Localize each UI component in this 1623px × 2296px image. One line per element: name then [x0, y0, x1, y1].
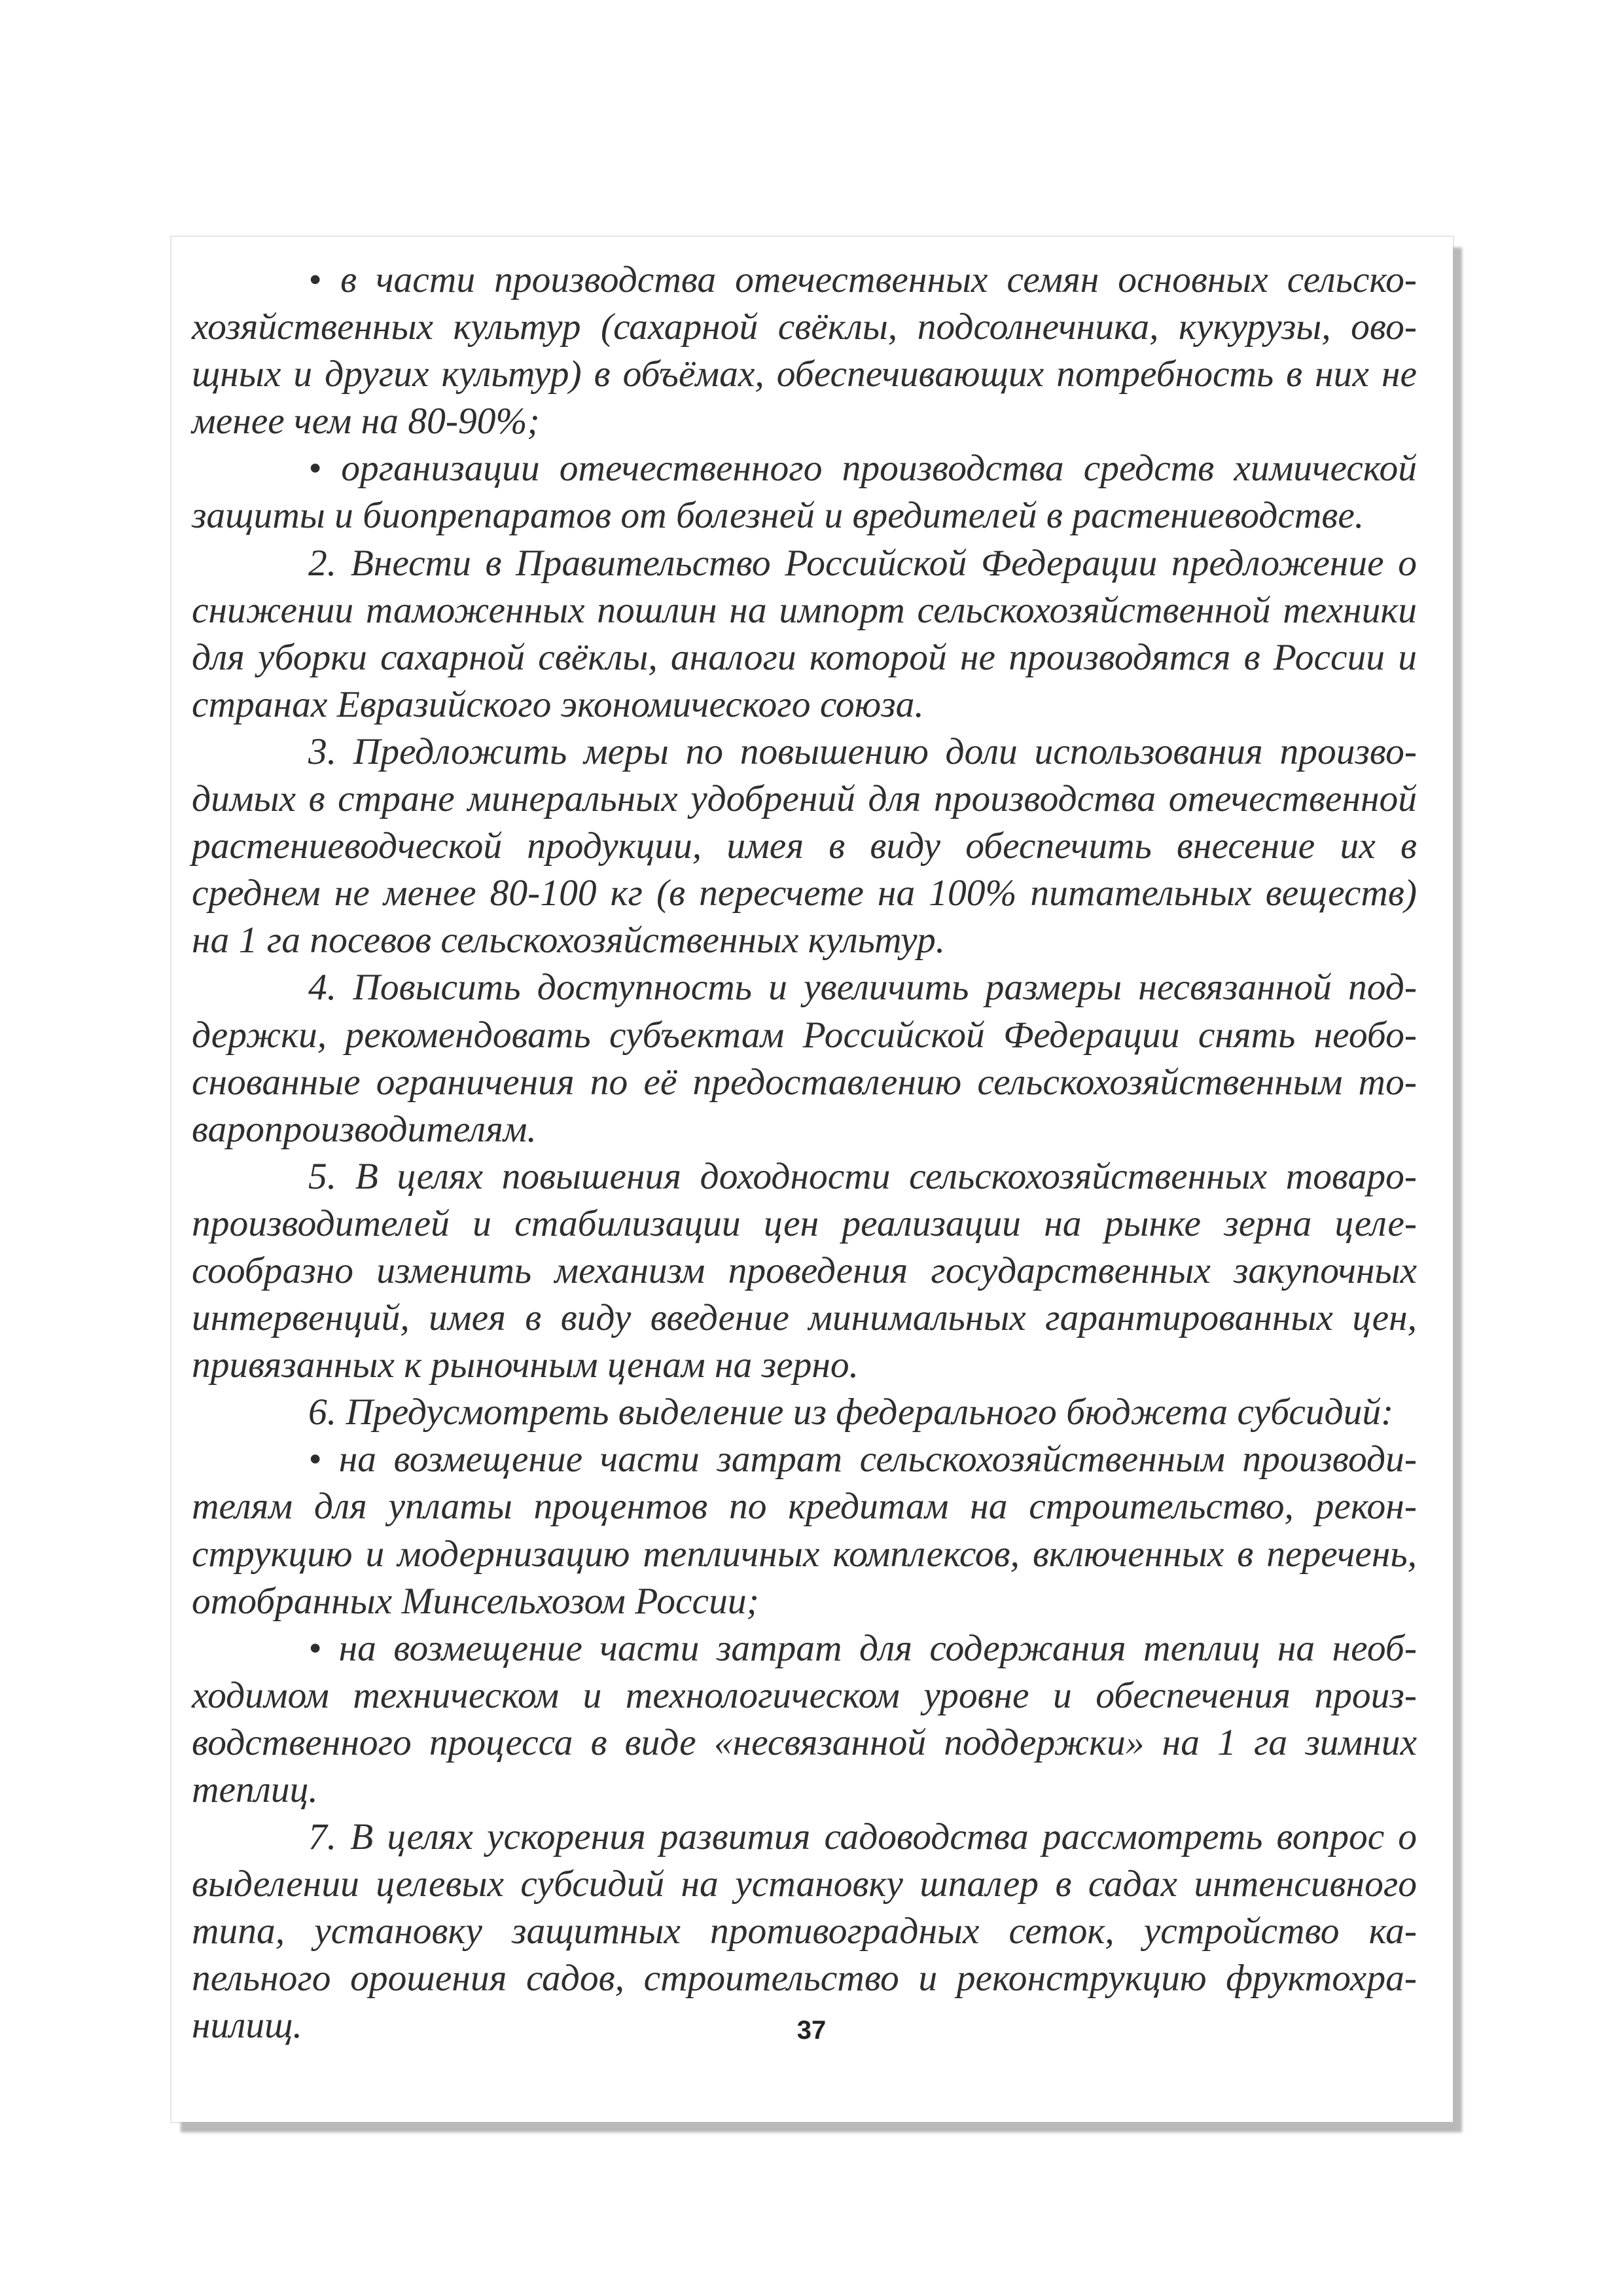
paragraph-bullet-seeds: • в части производства отечественных семян основных сельскохозяйственных культур (сахарной свёклы, подсолнечника, кукурузы, овощных и других культур) в объёмах, обеспечивающих потребность в них не менее чем на 80-90%; — [192, 259, 1417, 442]
paragraph-item-6: 6. Предусмотреть выделение из федерального бюджета субсидий: — [308, 1391, 1394, 1433]
paragraph-bullet-greenhouse-credits: • на возмещение части затрат сельскохозяйственным производителям для уплаты процентов по кредитам на строительство, реконструкцию и модернизацию тепличных комплексов, включенных в перечень, отобранных Минсельхозом России; — [192, 1439, 1417, 1622]
paragraph-bullet-greenhouse-maintenance: • на возмещение части затрат для содержания теплиц на необходимом техническом и технологическом уровне и обеспечения производственного процесса в виде «несвязанной поддержки» на 1 га зимних теплиц. — [192, 1627, 1417, 1810]
paragraph-item-3: 3. Предложить меры по повышению доли использования производимых в стране минеральных удобрений для производства отечественной растениеводческой продукции, имея в виду обеспечить внесение их в среднем не менее 80-100 кг (в пересчете на 100% питательных веществ) на 1 га посевов сельскохозяйственных культур. — [192, 730, 1417, 961]
paragraph-item-4: 4. Повысить доступность и увеличить размеры несвязанной поддержки, рекомендовать субъектам Российской Федерации снять необоснованные ограничения по её предоставлению сельскохозяйственным товаропроизводителям. — [192, 967, 1417, 1150]
paragraph-item-5: 5. В целях повышения доходности сельскохозяйственных товаропроизводителей и стабилизации цен реализации на рынке зерна целесообразно изменить механизм проведения государственных закупочных интервенций, имея в виду введение минимальных гарантированных цен, привязанных к рыночным ценам на зерно. — [192, 1155, 1417, 1386]
paragraph-item-7: 7. В целях ускорения развития садоводства рассмотреть вопрос о выделении целевых субсидий на установку шпалер в садах интенсивного типа, установку защитных противоградных сеток, устройство капельного орошения садов, строительство и реконструкцию фруктохранилищ. — [192, 1816, 1417, 2047]
paragraph-bullet-plant-protection: • организации отечественного производства средств химической защиты и биопрепаратов от болезней и вредителей в растениеводстве. — [192, 448, 1417, 537]
paragraph-item-2: 2. Внести в Правительство Российской Федерации предложение о снижении таможенных пошлин на импорт сельскохозяйственной техники для уборки сахарной свёклы, аналоги которой не производятся в России и странах Евразийского экономического союза. — [192, 542, 1417, 725]
body-text — [192, 257, 1417, 2050]
page-number: 37 — [796, 2016, 827, 2045]
